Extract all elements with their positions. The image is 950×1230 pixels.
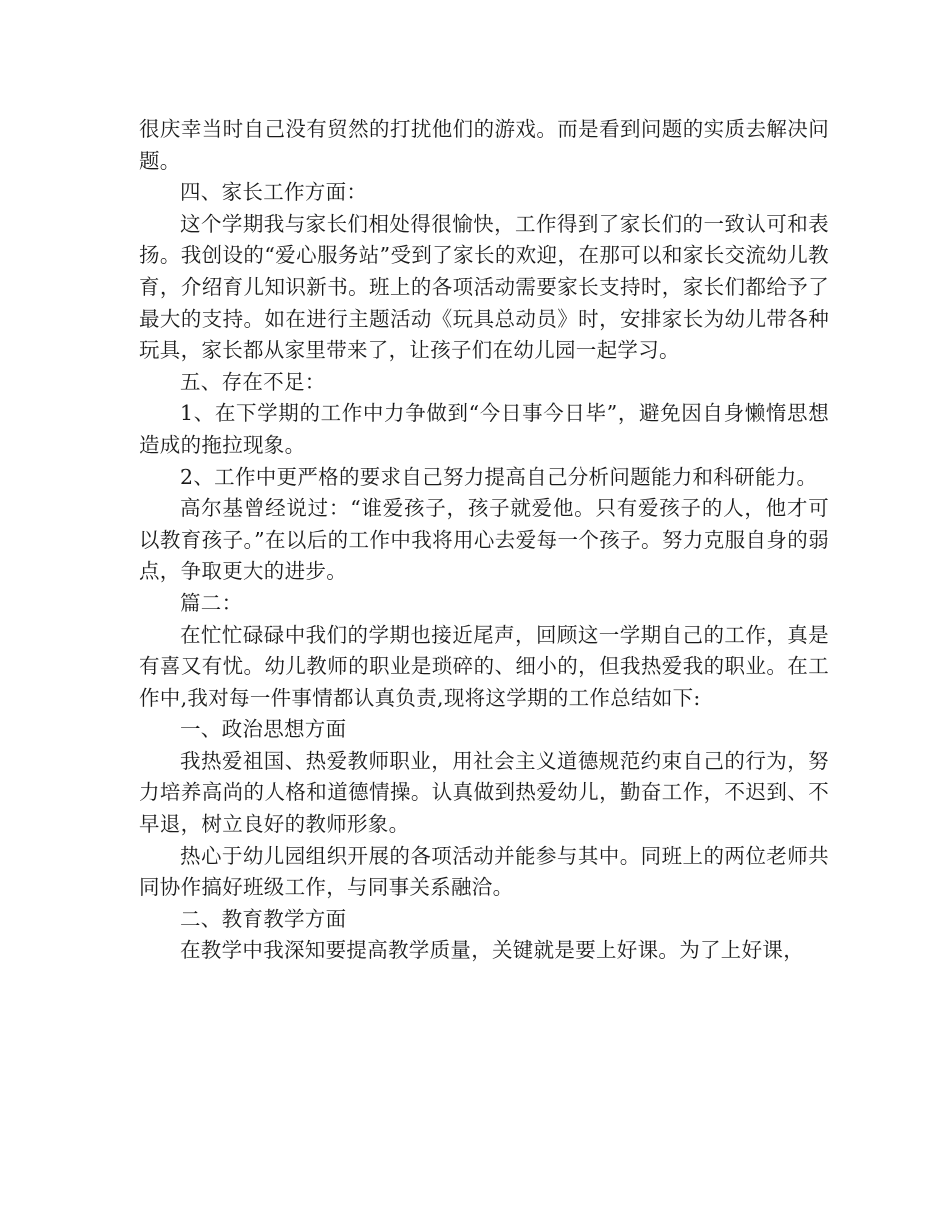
- paragraph-parent-work: 这个学期我与家长们相处得很愉快，工作得到了家长们的一致认可和表扬。我创设的“爱心服务站”受到了家长的欢迎，在那可以和家长交流幼儿教育，介绍育儿知识新书。班上的各项活动需要家长支持时，家长们都给予了最大的支持。如在进行主题活动《玩具总动员》时，安排家长为幼儿带各种玩具，家长都从家里带来了，让孩子们在幼儿园一起学习。: [139, 211, 829, 363]
- paragraph-teaching: 在教学中我深知要提高教学质量，关键就是要上好课。为了上好课，: [180, 938, 804, 963]
- paragraph-part-two-intro: 在忙忙碌碌中我们的学期也接近尾声，回顾这一学期自己的工作，真是有喜又有忧。幼儿教师的职业是琐碎的、细小的，但我热爱我的职业。在工作中,我对每一件事情都认真负责,现将这学期的工作总结如下:: [139, 622, 829, 710]
- paragraph-political-2: 热心于幼儿园组织开展的各项活动并能参与其中。同班上的两位老师共同协作搞好班级工作，与同事关系融洽。: [139, 843, 829, 900]
- paragraph-shortcoming-2: 2、工作中更严格的要求自己努力提高自己分析问题能力和科研能力。: [180, 464, 818, 489]
- section-heading-part-two: 篇二：: [180, 590, 243, 615]
- section-heading-shortcomings: 五、存在不足：: [180, 369, 326, 394]
- document-page: [139, 114, 829, 967]
- section-heading-parent-work: 四、家长工作方面：: [180, 180, 368, 205]
- paragraph-shortcoming-1: 1、在下学期的工作中力争做到“今日事今日毕”，避免因自身懒惰思想造成的拖拉现象。: [139, 401, 829, 457]
- paragraph-political-1: 我热爱祖国、热爱教师职业，用社会主义道德规范约束自己的行为，努力培养高尚的人格和道德情操。认真做到热爱幼儿，勤奋工作，不迟到、不早退，树立良好的教师形象。: [139, 748, 829, 837]
- paragraph-1: 很庆幸当时自己没有贸然的打扰他们的游戏。而是看到问题的实质去解决问题。: [139, 117, 829, 173]
- paragraph-gorky-quote: 高尔基曾经说过：“谁爱孩子，孩子就爱他。只有爱孩子的人，他才可以教育孩子。”在以后的工作中我将用心去爱每一个孩子。努力克服自身的弱点，争取更大的进步。: [139, 496, 829, 584]
- section-heading-political: 一、政治思想方面: [180, 717, 347, 742]
- section-heading-teaching: 二、教育教学方面: [180, 906, 347, 931]
